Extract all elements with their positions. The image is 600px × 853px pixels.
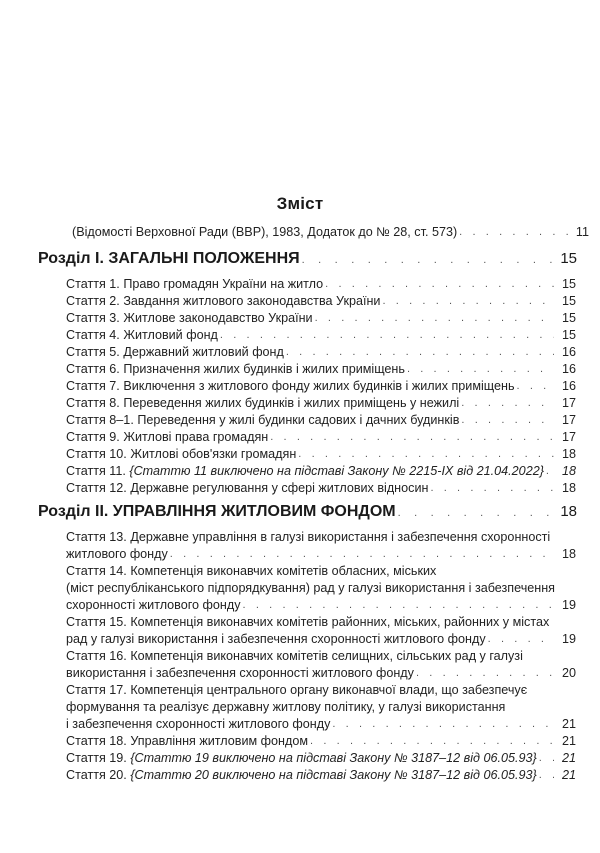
toc-entry-article-13[interactable] xyxy=(66,529,576,563)
article-title: Право громадян України на житло xyxy=(123,277,324,291)
toc-entry-article-6[interactable] xyxy=(66,361,576,378)
article-title-excluded: {Статтю 19 виключено на підставі Закону № 3187–12 від 06.05.93} xyxy=(130,751,537,765)
article-title-line: схоронності житлового фонду xyxy=(66,598,241,612)
article-title-excluded: {Статтю 11 виключено на підставі Закону № 2215-IX від 21.04.2022} xyxy=(129,464,544,478)
toc-entry-article-12[interactable] xyxy=(66,480,576,497)
article-title: Житлове законодавство України xyxy=(123,311,313,325)
article-prefix: Стаття 20. xyxy=(66,768,127,782)
article-title-line: Державне управління в галузі використання і забезпечення схоронності xyxy=(130,530,551,544)
dot-leader xyxy=(517,378,554,395)
article-prefix: Стаття 15. xyxy=(66,615,127,629)
toc-entry-article-19[interactable] xyxy=(66,750,576,767)
dot-leader xyxy=(332,716,554,733)
page-number: 21 xyxy=(561,751,576,765)
article-title-line: і забезпечення схоронності житлового фонду xyxy=(66,717,331,731)
dot-leader xyxy=(488,631,554,648)
article-title-line: Компетенція виконавчих комітетів районних, міських, районних у містах xyxy=(130,615,550,629)
toc-entry-article-8[interactable] xyxy=(66,395,576,412)
page-number: 18 xyxy=(561,481,576,495)
article-prefix: Стаття 16. xyxy=(66,649,127,663)
article-prefix: Стаття 7. xyxy=(66,379,120,393)
toc-entry-article-10[interactable] xyxy=(66,446,576,463)
article-prefix: Стаття 9. xyxy=(66,430,120,444)
page-number: 11 xyxy=(575,225,589,239)
dot-leader xyxy=(539,767,554,784)
intro-text: (Відомості Верховної Ради (ВВР), 1983, Додаток до № 28, ст. 573) xyxy=(72,225,458,239)
toc-entry-article-8-1[interactable] xyxy=(66,412,576,429)
dot-leader xyxy=(220,327,554,344)
toc-intro-entry[interactable] xyxy=(72,224,589,241)
toc-title: Зміст xyxy=(276,194,324,213)
page-number: 18 xyxy=(561,464,576,478)
article-title-line: (міст республіканського підпорядкування) рад у галузі використання і забезпечення xyxy=(66,581,556,595)
page-number: 18 xyxy=(561,547,576,561)
article-title-line: формування та реалізує державну житлову політику, у галузі використання xyxy=(66,700,506,714)
toc-entry-article-17[interactable] xyxy=(66,682,576,733)
section-heading-1[interactable] xyxy=(38,248,577,270)
dot-leader xyxy=(243,597,554,614)
section-title: Розділ І. ЗАГАЛЬНІ ПОЛОЖЕННЯ xyxy=(38,248,302,270)
page-number: 16 xyxy=(561,345,576,359)
dot-leader xyxy=(461,412,554,429)
article-title-line: житлового фонду xyxy=(66,547,168,561)
toc-entry-article-3[interactable] xyxy=(66,310,576,327)
article-title: Виключення з житлового фонду жилих будинків і жилих приміщень xyxy=(123,379,515,393)
article-prefix: Стаття 18. xyxy=(66,734,127,748)
article-title: Житлові права громадян xyxy=(123,430,269,444)
page-number: 16 xyxy=(561,379,576,393)
article-title: Переведення жилих будинків і жилих приміщень у нежилі xyxy=(123,396,460,410)
article-prefix: Стаття 17. xyxy=(66,683,127,697)
dot-leader xyxy=(286,344,554,361)
page-number: 21 xyxy=(561,768,576,782)
article-title-line: Компетенція виконавчих комітетів селищних, сільських рад у галузі xyxy=(130,649,523,663)
page-number: 21 xyxy=(561,717,576,731)
page-number: 15 xyxy=(561,294,576,308)
article-title: Житловий фонд xyxy=(123,328,218,342)
toc-entry-article-11[interactable] xyxy=(66,463,576,480)
article-title-line: рад у галузі використання і забезпечення схоронності житлового фонду xyxy=(66,632,486,646)
page-number: 16 xyxy=(561,362,576,376)
dot-leader xyxy=(325,276,554,293)
article-prefix: Стаття 6. xyxy=(66,362,120,376)
article-prefix: Стаття 2. xyxy=(66,294,120,308)
dot-leader xyxy=(430,480,554,497)
article-prefix: Стаття 11. xyxy=(66,464,126,478)
dot-leader xyxy=(461,395,554,412)
page-number: 17 xyxy=(561,430,576,444)
toc-entry-article-20[interactable] xyxy=(66,767,576,784)
dot-leader xyxy=(315,310,554,327)
dot-leader xyxy=(298,446,554,463)
toc-entry-article-18[interactable] xyxy=(66,733,576,750)
toc-entry-article-5[interactable] xyxy=(66,344,576,361)
article-prefix: Стаття 10. xyxy=(66,447,127,461)
page-number: 18 xyxy=(560,503,577,520)
article-title: Завдання житлового законодавства України xyxy=(123,294,381,308)
page-number: 20 xyxy=(561,666,576,680)
dot-leader xyxy=(407,361,554,378)
article-prefix: Стаття 5. xyxy=(66,345,120,359)
page-number: 15 xyxy=(560,250,577,267)
section-title: Розділ ІІ. УПРАВЛІННЯ ЖИТЛОВИМ ФОНДОМ xyxy=(38,501,398,523)
article-title: Управління житловим фондом xyxy=(130,734,309,748)
article-prefix: Стаття 19. xyxy=(66,751,127,765)
page-number: 15 xyxy=(561,328,576,342)
section-heading-2[interactable] xyxy=(38,501,577,523)
article-title-line: використання і забезпечення схоронності житлового фонду xyxy=(66,666,414,680)
dot-leader xyxy=(546,463,554,480)
page-number: 15 xyxy=(561,277,576,291)
article-prefix: Стаття 3. xyxy=(66,311,120,325)
page-number: 15 xyxy=(561,311,576,325)
article-title: Переведення у жилі будинки садових і дачних будинків xyxy=(137,413,460,427)
article-prefix: Стаття 4. xyxy=(66,328,120,342)
article-prefix: Стаття 8. xyxy=(66,396,120,410)
toc-entry-article-2[interactable] xyxy=(66,293,576,310)
article-title: Житлові обов'язки громадян xyxy=(130,447,297,461)
page-number: 19 xyxy=(561,632,576,646)
dot-leader xyxy=(302,250,555,270)
article-title: Державний житловий фонд xyxy=(123,345,284,359)
dot-leader xyxy=(459,224,573,241)
article-title-line: Компетенція центрального органу виконавчої влади, що забезпечує xyxy=(130,683,528,697)
dot-leader xyxy=(170,546,554,563)
dot-leader xyxy=(310,733,554,750)
dot-leader xyxy=(416,665,554,682)
toc-entry-article-7[interactable] xyxy=(66,378,576,395)
article-prefix: Стаття 8–1. xyxy=(66,413,134,427)
article-title-line: Компетенція виконавчих комітетів обласних, міських xyxy=(130,564,437,578)
toc-entry-article-15[interactable] xyxy=(66,614,576,648)
dot-leader xyxy=(539,750,554,767)
article-prefix: Стаття 13. xyxy=(66,530,127,544)
dot-leader xyxy=(270,429,554,446)
article-prefix: Стаття 1. xyxy=(66,277,120,291)
toc-entry-article-9[interactable] xyxy=(66,429,576,446)
table-of-contents xyxy=(0,224,600,784)
page-number: 17 xyxy=(561,396,576,410)
article-prefix: Стаття 12. xyxy=(66,481,127,495)
page-number: 18 xyxy=(561,447,576,461)
dot-leader xyxy=(382,293,554,310)
toc-entry-article-1[interactable] xyxy=(66,276,576,293)
dot-leader xyxy=(398,503,555,523)
toc-entry-article-16[interactable] xyxy=(66,648,576,682)
article-prefix: Стаття 14. xyxy=(66,564,127,578)
toc-entry-article-4[interactable] xyxy=(66,327,576,344)
article-title: Призначення жилих будинків і жилих приміщень xyxy=(123,362,405,376)
page-number: 19 xyxy=(561,598,576,612)
page-number: 21 xyxy=(561,734,576,748)
article-title: Державне регулювання у сфері житлових відносин xyxy=(130,481,429,495)
toc-entry-article-14[interactable] xyxy=(66,563,576,614)
page-number: 17 xyxy=(561,413,576,427)
article-title-excluded: {Статтю 20 виключено на підставі Закону № 3187–12 від 06.05.93} xyxy=(130,768,537,782)
